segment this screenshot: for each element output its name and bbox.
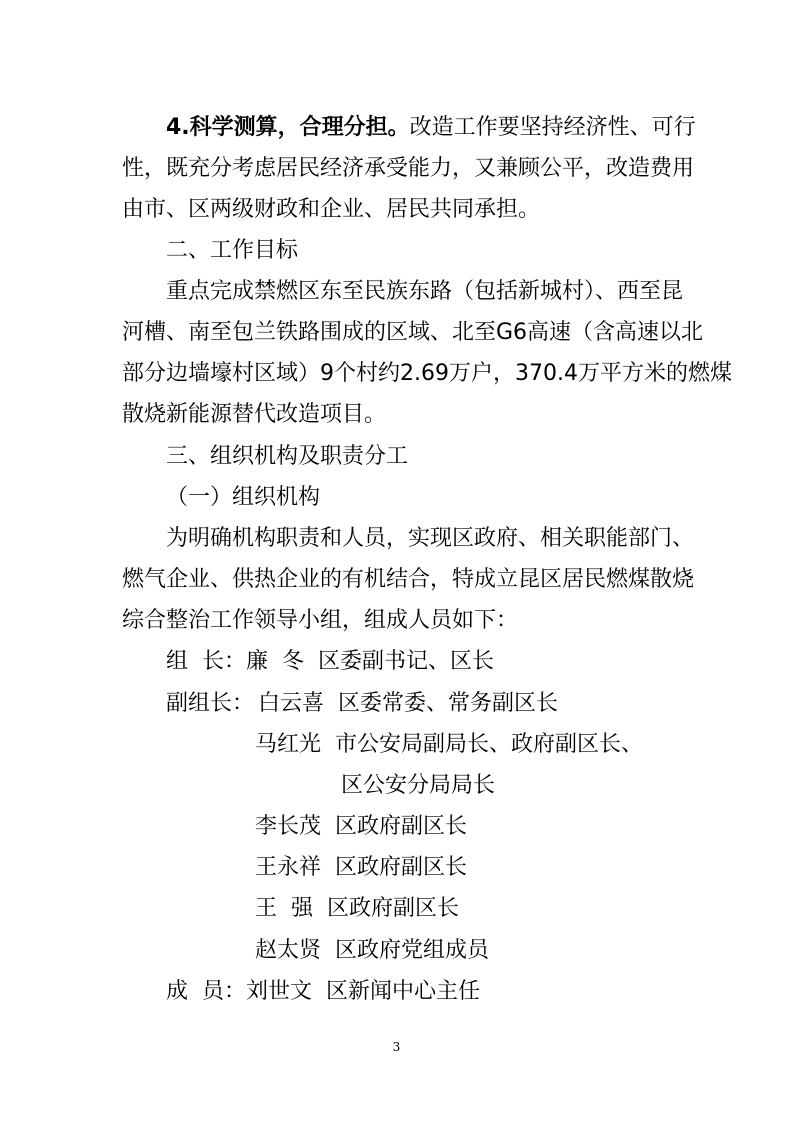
paragraph-4-heading: 4.科学测算，合理分担。 <box>166 115 410 140</box>
member-title: 区政府副区长 <box>335 855 468 880</box>
paragraph-4-text: 改造工作要坚持经济性、可行 <box>409 115 696 140</box>
member-title: 市公安局副局长、政府副区长、 <box>335 732 644 757</box>
member-name: 刘世文 <box>246 979 313 1004</box>
member-title: 区政府副区长 <box>327 896 460 921</box>
member-row-deputy-3 <box>255 813 467 841</box>
member-row-deputy-2 <box>255 731 643 759</box>
member-name: 白云喜 <box>258 691 325 716</box>
section-2-line-1: 重点完成禁燃区东至民族东路（包括新城村）、西至昆 <box>166 279 684 304</box>
paragraph-4-line-3: 由市、区两级财政和企业、居民共同承担。 <box>122 197 541 222</box>
section-2-line-3: 部分边墙壕村区域）9个村约2.69万户，370.4万平方米的燃煤 <box>122 361 732 386</box>
member-title: 区新闻中心主任 <box>326 979 481 1004</box>
member-row-leader <box>166 648 494 676</box>
member-name: 廉 冬 <box>246 649 304 674</box>
member-row-deputy-4 <box>255 854 467 882</box>
member-name: 李长茂 <box>255 814 322 839</box>
role-label: 成 员： <box>166 979 246 1004</box>
section-2-title: 二、工作目标 <box>166 238 299 263</box>
paragraph-4-line-2: 性，既充分考虑居民经济承受能力，又兼顾公平，改造费用 <box>122 156 695 181</box>
member-name: 王永祥 <box>255 855 322 880</box>
member-row-deputy-1 <box>166 690 558 718</box>
paragraph-4-line-1 <box>166 114 696 142</box>
member-title: 区政府副区长 <box>335 814 468 839</box>
member-name: 马红光 <box>255 732 322 757</box>
member-row-deputy-2-cont: 区公安分局局长 <box>341 773 496 798</box>
member-row-deputy-6 <box>255 937 489 965</box>
member-title: 区委副书记、区长 <box>318 649 495 674</box>
page-number: 3 <box>392 1040 401 1054</box>
member-row-deputy-5 <box>255 895 459 923</box>
member-title: 区政府党组成员 <box>335 938 490 963</box>
member-title: 区委常委、常务副区长 <box>338 691 559 716</box>
section-2-line-4: 散烧新能源替代改造项目。 <box>122 402 387 427</box>
section-3-line-2: 燃气企业、供热企业的有机结合，特成立昆区居民燃煤散烧 <box>122 567 695 592</box>
section-3-title: 三、组织机构及职责分工 <box>166 444 409 469</box>
section-3-line-1: 为明确机构职责和人员，实现区政府、相关职能部门、 <box>166 526 695 551</box>
section-3-subtitle: （一）组织机构 <box>166 485 321 510</box>
role-label: 副组长： <box>166 691 255 716</box>
member-name: 王 强 <box>255 896 313 921</box>
section-3-line-3: 综合整治工作领导小组，组成人员如下： <box>122 608 519 633</box>
role-label: 组 长： <box>166 649 246 674</box>
member-row-member <box>166 978 480 1006</box>
member-name: 赵太贤 <box>255 938 322 963</box>
section-2-line-2: 河槽、南至包兰铁路围成的区域、北至G6高速（含高速以北 <box>122 320 704 345</box>
